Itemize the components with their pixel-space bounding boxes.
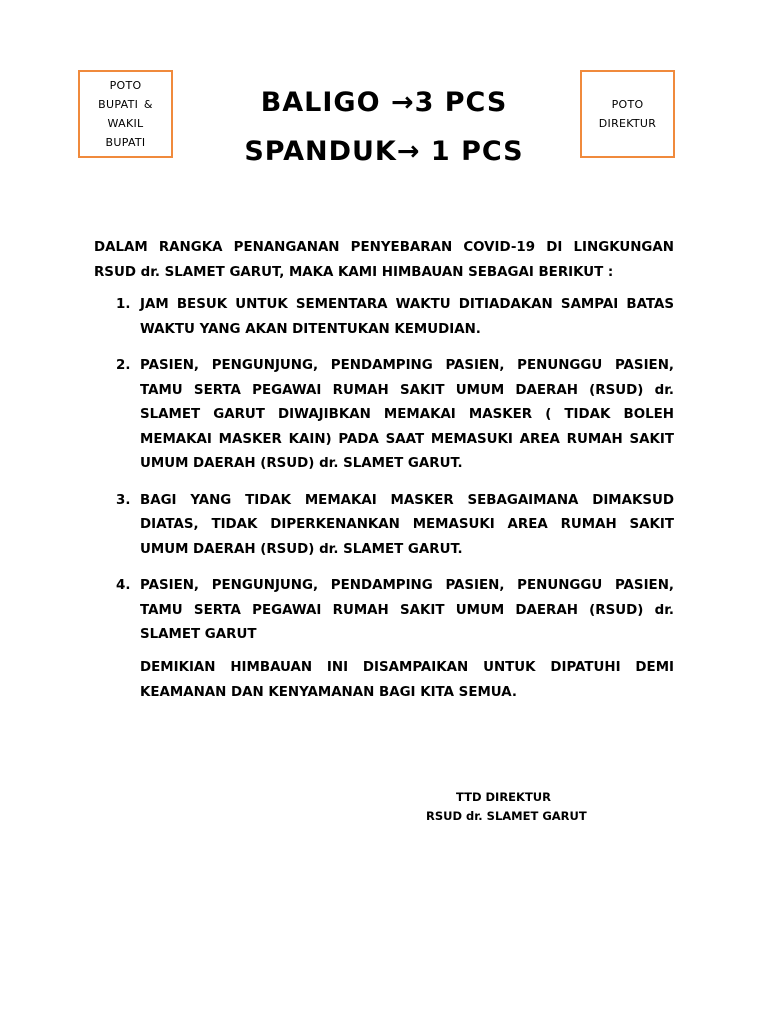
list-item-text: JAM BESUK UNTUK SEMENTARA WAKTU DITIADAKAN SAMPAI BATAS WAKTU YANG AKAN DITENTUKAN KEMUDIAN. <box>140 297 674 337</box>
signature-institution: RSUD dr. SLAMET GARUT <box>426 809 587 823</box>
list-item-text: PASIEN, PENGUNJUNG, PENDAMPING PASIEN, PENUNGGU PASIEN, TAMU SERTA PEGAWAI RUMAH SAKIT UMUM DAERAH (RSUD) dr. SLAMET GARUT DIWAJIBKAN MEMAKAI MASKER ( TIDAK BOLEH MEMAKAI MASKER KAIN) PADA SAAT MEMASUKI AREA RUMAH SAKIT UMUM DAERAH (RSUD) dr. SLAMET GARUT. <box>140 358 674 471</box>
list-item <box>94 489 674 563</box>
headline-item: BALIGO <box>260 87 381 118</box>
headline-baligo <box>200 87 568 118</box>
photo-placeholder-bupati <box>78 70 173 158</box>
intro-paragraph: DALAM RANGKA PENANGANAN PENYEBARAN COVID-19 DI LINGKUNGAN RSUD dr. SLAMET GARUT, MAKA KAMI HIMBAUAN SEBAGAI BERIKUT : <box>94 240 674 280</box>
headline-quantity: 1 PCS <box>430 136 524 167</box>
list-item-number: 4. <box>116 578 131 593</box>
himbauan-list <box>94 293 674 660</box>
list-item-text: PASIEN, PENGUNJUNG, PENDAMPING PASIEN, PENUNGGU PASIEN, TAMU SERTA PEGAWAI RUMAH SAKIT UMUM DAERAH (RSUD) dr. SLAMET GARUT <box>140 578 674 642</box>
list-item-number: 3. <box>116 492 131 508</box>
list-item <box>94 293 674 342</box>
photo-placeholder-label: POTO DIREKTUR <box>598 98 657 130</box>
arrow-right-icon: → <box>390 87 415 118</box>
arrow-right-icon: → <box>396 136 421 167</box>
photo-placeholder-label: POTO BUPATI & WAKIL BUPATI <box>98 79 153 149</box>
list-item-text: BAGI YANG TIDAK MEMAKAI MASKER SEBAGAIMANA DIMAKSUD DIATAS, TIDAK DIPERKENANKAN MEMASUKI AREA RUMAH SAKIT UMUM DAERAH (RSUD) dr. SLAMET GARUT. <box>140 492 674 557</box>
headline-spanduk <box>200 136 568 167</box>
headline-item: SPANDUK <box>244 136 397 167</box>
closing-paragraph: DEMIKIAN HIMBAUAN INI DISAMPAIKAN UNTUK DIPATUHI DEMI KEAMANAN DAN KENYAMANAN BAGI KITA SEMUA. <box>140 660 674 700</box>
list-item <box>94 574 674 648</box>
list-item-number: 1. <box>116 297 131 312</box>
photo-placeholder-direktur <box>580 70 675 158</box>
list-item-number: 2. <box>116 358 131 373</box>
headline-quantity: 3 PCS <box>414 87 508 118</box>
list-item <box>94 354 674 477</box>
signature-title: TTD DIREKTUR <box>456 790 551 804</box>
